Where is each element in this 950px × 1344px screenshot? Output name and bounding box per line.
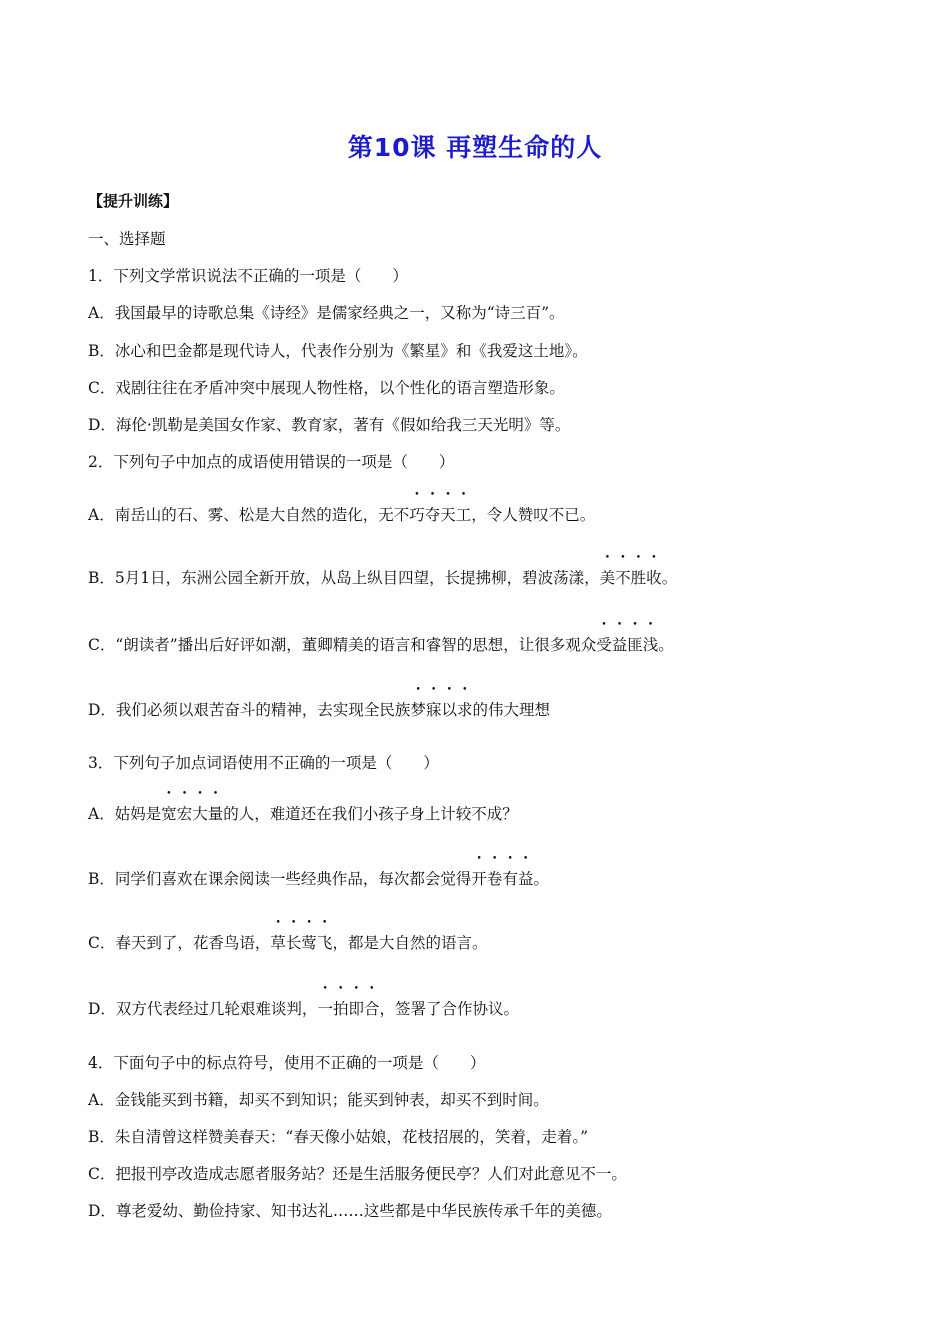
emphasis-dot-char: 益 [517, 870, 534, 888]
option-text: A．南岳山的石、雾、松是大自然的造化，无不 [88, 506, 410, 524]
emphasis-dot-char: 求 [456, 701, 473, 719]
emphasis-dot-char: 受 [596, 636, 612, 654]
option-text: B．同学们喜欢在课余阅读一些经典作品，每次都会觉得 [88, 870, 472, 888]
question-4-stem: 4．下面句子中的标点符号，使用不正确的一项是（ ） [88, 1054, 486, 1072]
emphasis-dot-char: 量 [207, 805, 224, 823]
section-heading: 【提升训练】 [88, 192, 179, 210]
question-2-stem: 2．下列句子中加点的成语使用错误的一项是（ ） [88, 453, 455, 471]
emphasis-dot-char: 浅 [642, 636, 659, 654]
option-text: 。 [658, 636, 674, 654]
emphasis-dot-char: 即 [348, 1000, 364, 1018]
question-2-option-d [88, 699, 550, 721]
option-text: D．双方代表经过几轮艰难谈判， [88, 1000, 318, 1018]
question-1-stem: 1．下列文学常识说法不正确的一项是（ ） [88, 267, 408, 285]
question-3-option-a [88, 803, 518, 825]
emphasis-dot-char: 天 [440, 506, 456, 524]
emphasis-dot-char: 有 [502, 870, 518, 888]
question-2-option-a [88, 504, 595, 526]
dotted-idiom [270, 934, 332, 952]
emphasis-dot-char: 大 [192, 805, 208, 823]
emphasis-dot-char: 草 [270, 934, 286, 952]
part-heading: 一、选择题 [88, 230, 166, 248]
emphasis-dot-char: 胜 [630, 569, 647, 587]
question-1-option-b: B．冰心和巴金都是现代诗人，代表作分别为《繁星》和《我爱这土地》。 [88, 342, 588, 360]
option-text: ，都是大自然的语言。 [332, 934, 488, 952]
question-1-option-a: A．我国最早的诗歌总集《诗经》是儒家经典之一，又称为“诗三百”。 [88, 304, 565, 322]
question-3-option-c [88, 932, 487, 954]
question-3-stem: 3．下列句子加点词语使用不正确的一项是（ ） [88, 754, 439, 772]
question-2-option-b [88, 567, 677, 589]
emphasis-dot-char: 合 [363, 1000, 380, 1018]
emphasis-dot-char: 拍 [332, 1000, 349, 1018]
dotted-idiom [600, 569, 662, 587]
dotted-idiom [317, 1000, 379, 1018]
emphasis-dot-char: 寐 [425, 701, 442, 719]
option-text: C．“朗读者”播出后好评如潮，董卿精美的语言和睿智的思想，让很多观众 [88, 636, 597, 654]
emphasis-dot-char: 莺 [301, 934, 317, 952]
emphasis-dot-char: 卷 [486, 870, 503, 888]
emphasis-dot-char: 梦 [410, 701, 426, 719]
emphasis-dot-char: 益 [611, 636, 628, 654]
emphasis-dot-char: 匪 [627, 636, 643, 654]
dotted-idiom [409, 506, 471, 524]
dotted-idiom [596, 636, 658, 654]
page-title: 第10课 再塑生命的人 [347, 133, 603, 162]
emphasis-dot-char: 收 [646, 569, 662, 587]
question-3-option-b [88, 868, 549, 890]
option-text: 。 [661, 569, 678, 587]
option-text: ，令人赞叹不已。 [471, 506, 596, 524]
question-4-option-d: D．尊老爱幼、勤俭持家、知书达礼……这些都是中华民族传承千年的美德。 [88, 1202, 612, 1220]
dotted-idiom [161, 805, 223, 823]
option-text: D．我们必须以艰苦奋斗的精神，去实现全民族 [88, 701, 411, 719]
emphasis-dot-char: 巧 [409, 506, 425, 524]
question-3-option-d [88, 998, 519, 1020]
emphasis-dot-char: 夺 [424, 506, 441, 524]
question-4-option-c: C．把报刊亭改造成志愿者服务站？还是生活服务便民亭？人们对此意见不一。 [88, 1165, 627, 1183]
emphasis-dot-char: 一 [317, 1000, 333, 1018]
option-text: B．5月1日，东洲公园全新开放，从岛上纵目四望，长提拂柳，碧波荡漾， [88, 569, 600, 587]
emphasis-dot-char: 飞 [316, 934, 333, 952]
option-text: 的人，难道还在我们小孩子身上计较不成？ [223, 805, 518, 823]
option-text: 的伟大理想 [472, 701, 551, 719]
emphasis-dot-char: 宏 [176, 805, 193, 823]
option-text: ，签署了合作协议。 [379, 1000, 520, 1018]
question-1-option-c: C．戏剧往往在矛盾冲突中展现人物性格，以个性化的语言塑造形象。 [88, 379, 565, 397]
emphasis-dot-char: 以 [441, 701, 457, 719]
emphasis-dot-char: 工 [455, 506, 472, 524]
option-text: C．春天到了，花香鸟语， [88, 934, 271, 952]
question-4-option-b: B．朱自清曾这样赞美春天：“春天像小姑娘，花枝招展的，笑着，走着。” [88, 1128, 588, 1146]
option-text: 。 [533, 870, 549, 888]
emphasis-dot-char: 长 [285, 934, 302, 952]
emphasis-dot-char: 美 [599, 569, 616, 587]
question-4-option-a: A．金钱能买到书籍，却买不到知识；能买到钟表，却买不到时间。 [88, 1091, 549, 1109]
question-1-option-d: D．海伦·凯勒是美国女作家、教育家，著有《假如给我三天光明》等。 [88, 416, 571, 434]
emphasis-dot-char: 开 [471, 870, 487, 888]
emphasis-dot-char: 不 [615, 569, 631, 587]
emphasis-dot-char: 宽 [161, 805, 177, 823]
question-2-option-c [88, 634, 674, 656]
option-text: A．姑妈是 [88, 805, 162, 823]
dotted-idiom [471, 870, 533, 888]
dotted-idiom [410, 701, 472, 719]
